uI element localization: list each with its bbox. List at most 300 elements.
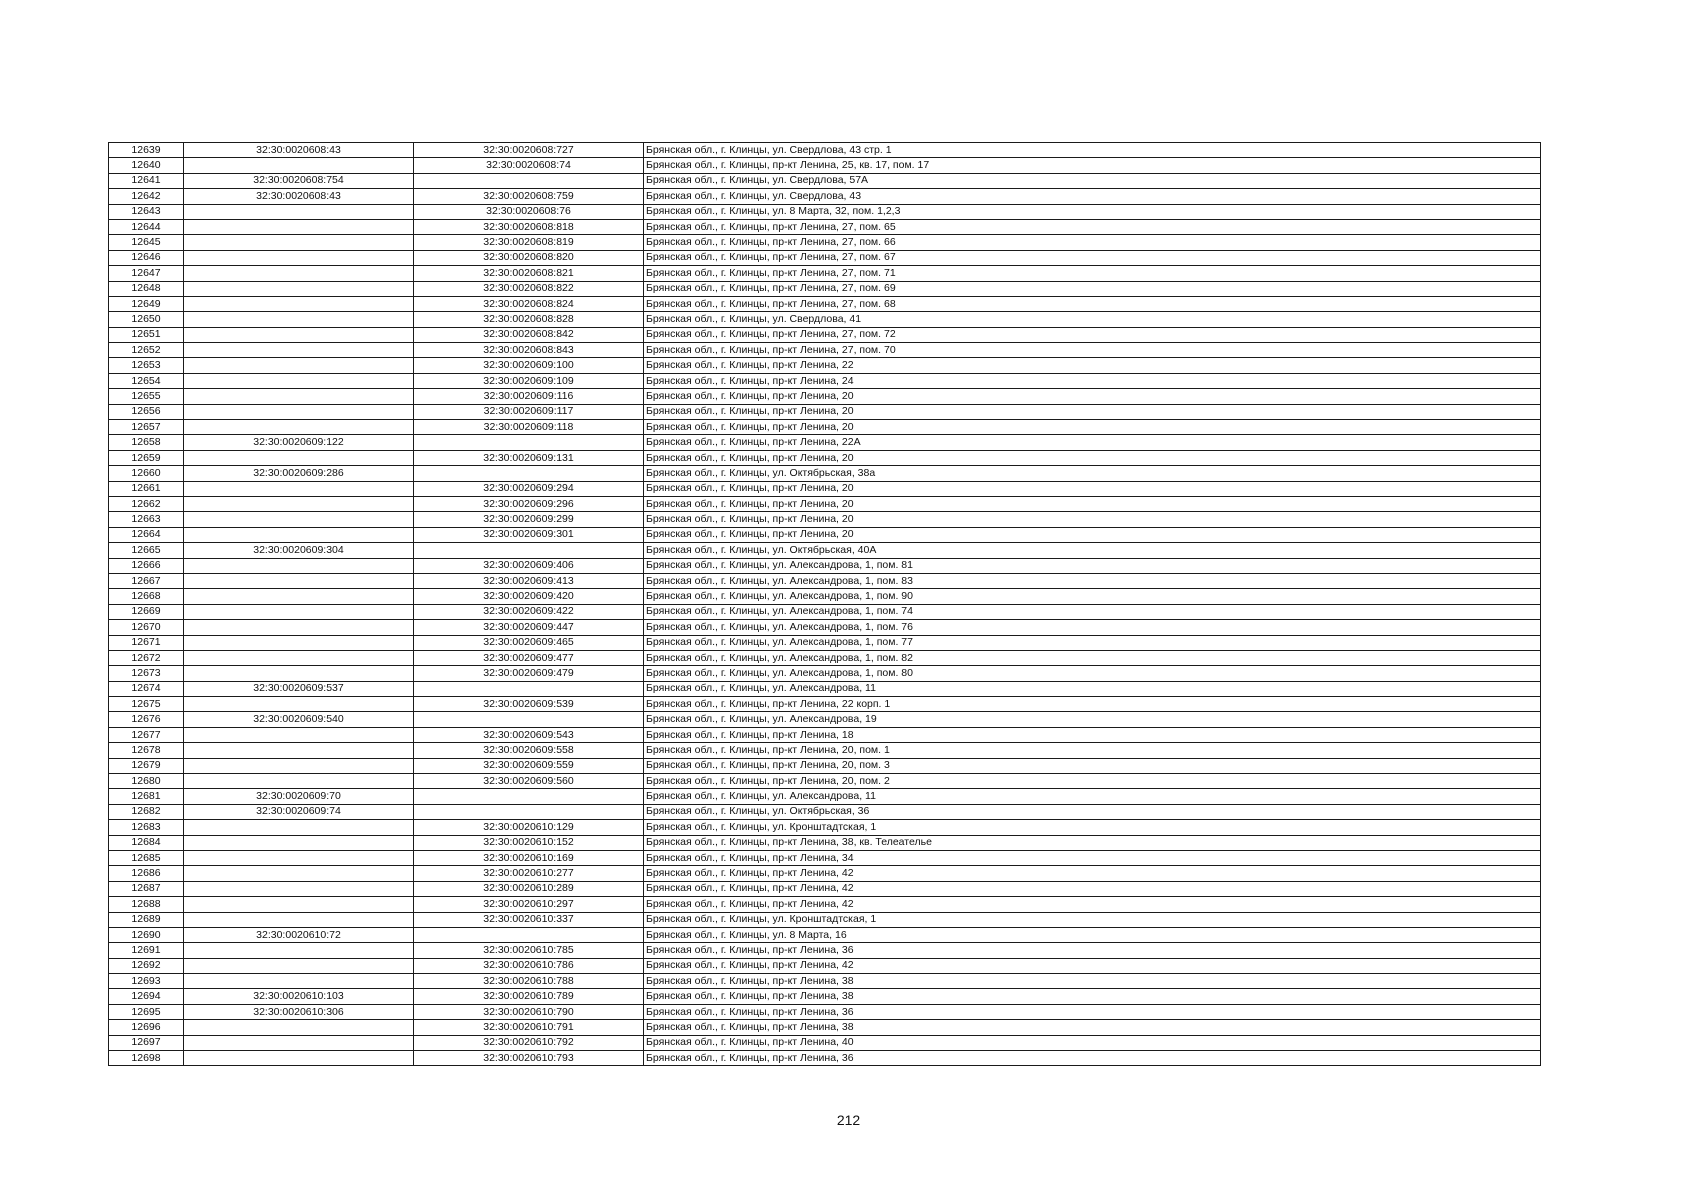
address-cell: Брянская обл., г. Клинцы, ул. Александрова, 1, пом. 82 bbox=[644, 650, 1541, 665]
table-row bbox=[109, 420, 1541, 435]
object-cadastral-cell bbox=[414, 789, 644, 804]
row-number-cell: 12657 bbox=[109, 420, 184, 435]
address-cell: Брянская обл., г. Клинцы, пр-кт Ленина, 27, пом. 70 bbox=[644, 343, 1541, 358]
address-cell: Брянская обл., г. Клинцы, пр-кт Ленина, 27, пом. 65 bbox=[644, 219, 1541, 234]
parcel-cadastral-cell bbox=[184, 912, 414, 927]
address-cell: Брянская обл., г. Клинцы, ул. 8 Марта, 16 bbox=[644, 927, 1541, 942]
object-cadastral-cell: 32:30:0020609:118 bbox=[414, 420, 644, 435]
row-number-cell: 12640 bbox=[109, 158, 184, 173]
object-cadastral-cell: 32:30:0020610:297 bbox=[414, 897, 644, 912]
object-cadastral-cell: 32:30:0020610:129 bbox=[414, 820, 644, 835]
parcel-cadastral-cell: 32:30:0020608:754 bbox=[184, 173, 414, 188]
parcel-cadastral-cell: 32:30:0020609:537 bbox=[184, 681, 414, 696]
table-row bbox=[109, 543, 1541, 558]
parcel-cadastral-cell bbox=[184, 589, 414, 604]
parcel-cadastral-cell bbox=[184, 897, 414, 912]
row-number-cell: 12659 bbox=[109, 450, 184, 465]
row-number-cell: 12661 bbox=[109, 481, 184, 496]
parcel-cadastral-cell bbox=[184, 527, 414, 542]
object-cadastral-cell: 32:30:0020608:76 bbox=[414, 204, 644, 219]
row-number-cell: 12654 bbox=[109, 373, 184, 388]
parcel-cadastral-cell bbox=[184, 1051, 414, 1066]
address-cell: Брянская обл., г. Клинцы, ул. Октябрьская, 40А bbox=[644, 543, 1541, 558]
address-cell: Брянская обл., г. Клинцы, пр-кт Ленина, 36 bbox=[644, 943, 1541, 958]
object-cadastral-cell bbox=[414, 681, 644, 696]
table-row bbox=[109, 558, 1541, 573]
object-cadastral-cell: 32:30:0020609:100 bbox=[414, 358, 644, 373]
address-cell: Брянская обл., г. Клинцы, ул. Александрова, 1, пом. 81 bbox=[644, 558, 1541, 573]
parcel-cadastral-cell bbox=[184, 573, 414, 588]
address-cell: Брянская обл., г. Клинцы, ул. Кронштадтская, 1 bbox=[644, 912, 1541, 927]
address-cell: Брянская обл., г. Клинцы, пр-кт Ленина, 36 bbox=[644, 1051, 1541, 1066]
table-row bbox=[109, 158, 1541, 173]
parcel-cadastral-cell bbox=[184, 450, 414, 465]
address-cell: Брянская обл., г. Клинцы, ул. Свердлова, 57А bbox=[644, 173, 1541, 188]
table-row bbox=[109, 327, 1541, 342]
address-cell: Брянская обл., г. Клинцы, пр-кт Ленина, 42 bbox=[644, 881, 1541, 896]
table-row bbox=[109, 650, 1541, 665]
parcel-cadastral-cell bbox=[184, 881, 414, 896]
object-cadastral-cell: 32:30:0020610:169 bbox=[414, 850, 644, 865]
table-row bbox=[109, 296, 1541, 311]
address-cell: Брянская обл., г. Клинцы, пр-кт Ленина, 38, кв. Телеателье bbox=[644, 835, 1541, 850]
table-row bbox=[109, 173, 1541, 188]
object-cadastral-cell: 32:30:0020608:842 bbox=[414, 327, 644, 342]
address-cell: Брянская обл., г. Клинцы, пр-кт Ленина, 34 bbox=[644, 850, 1541, 865]
row-number-cell: 12690 bbox=[109, 927, 184, 942]
row-number-cell: 12687 bbox=[109, 881, 184, 896]
object-cadastral-cell: 32:30:0020608:818 bbox=[414, 219, 644, 234]
object-cadastral-cell: 32:30:0020609:131 bbox=[414, 450, 644, 465]
object-cadastral-cell: 32:30:0020609:301 bbox=[414, 527, 644, 542]
address-cell: Брянская обл., г. Клинцы, пр-кт Ленина, 27, пом. 72 bbox=[644, 327, 1541, 342]
table-row bbox=[109, 1035, 1541, 1050]
row-number-cell: 12643 bbox=[109, 204, 184, 219]
address-cell: Брянская обл., г. Клинцы, пр-кт Ленина, 38 bbox=[644, 989, 1541, 1004]
parcel-cadastral-cell: 32:30:0020610:306 bbox=[184, 1004, 414, 1019]
row-number-cell: 12691 bbox=[109, 943, 184, 958]
address-cell: Брянская обл., г. Клинцы, пр-кт Ленина, 27, пом. 66 bbox=[644, 235, 1541, 250]
row-number-cell: 12666 bbox=[109, 558, 184, 573]
address-cell: Брянская обл., г. Клинцы, ул. Октябрьская, 36 bbox=[644, 804, 1541, 819]
row-number-cell: 12682 bbox=[109, 804, 184, 819]
address-cell: Брянская обл., г. Клинцы, пр-кт Ленина, 20 bbox=[644, 496, 1541, 511]
row-number-cell: 12665 bbox=[109, 543, 184, 558]
parcel-cadastral-cell bbox=[184, 650, 414, 665]
row-number-cell: 12693 bbox=[109, 974, 184, 989]
parcel-cadastral-cell bbox=[184, 558, 414, 573]
table-row bbox=[109, 589, 1541, 604]
object-cadastral-cell: 32:30:0020609:422 bbox=[414, 604, 644, 619]
row-number-cell: 12672 bbox=[109, 650, 184, 665]
table-row bbox=[109, 620, 1541, 635]
table-row bbox=[109, 312, 1541, 327]
row-number-cell: 12686 bbox=[109, 866, 184, 881]
table-row bbox=[109, 912, 1541, 927]
parcel-cadastral-cell bbox=[184, 281, 414, 296]
object-cadastral-cell: 32:30:0020609:109 bbox=[414, 373, 644, 388]
parcel-cadastral-cell bbox=[184, 604, 414, 619]
address-cell: Брянская обл., г. Клинцы, ул. Александрова, 11 bbox=[644, 789, 1541, 804]
address-cell: Брянская обл., г. Клинцы, ул. Александрова, 19 bbox=[644, 712, 1541, 727]
parcel-cadastral-cell bbox=[184, 496, 414, 511]
object-cadastral-cell: 32:30:0020609:560 bbox=[414, 774, 644, 789]
parcel-cadastral-cell bbox=[184, 666, 414, 681]
parcel-cadastral-cell: 32:30:0020610:72 bbox=[184, 927, 414, 942]
address-cell: Брянская обл., г. Клинцы, ул. Свердлова, 41 bbox=[644, 312, 1541, 327]
parcel-cadastral-cell bbox=[184, 620, 414, 635]
row-number-cell: 12697 bbox=[109, 1035, 184, 1050]
row-number-cell: 12685 bbox=[109, 850, 184, 865]
object-cadastral-cell: 32:30:0020610:786 bbox=[414, 958, 644, 973]
parcel-cadastral-cell bbox=[184, 958, 414, 973]
row-number-cell: 12677 bbox=[109, 727, 184, 742]
parcel-cadastral-cell: 32:30:0020609:74 bbox=[184, 804, 414, 819]
row-number-cell: 12663 bbox=[109, 512, 184, 527]
parcel-cadastral-cell: 32:30:0020609:122 bbox=[184, 435, 414, 450]
row-number-cell: 12671 bbox=[109, 635, 184, 650]
parcel-cadastral-cell bbox=[184, 1020, 414, 1035]
object-cadastral-cell: 32:30:0020609:420 bbox=[414, 589, 644, 604]
row-number-cell: 12684 bbox=[109, 835, 184, 850]
parcel-cadastral-cell bbox=[184, 850, 414, 865]
address-cell: Брянская обл., г. Клинцы, пр-кт Ленина, 38 bbox=[644, 1020, 1541, 1035]
row-number-cell: 12675 bbox=[109, 697, 184, 712]
row-number-cell: 12653 bbox=[109, 358, 184, 373]
parcel-cadastral-cell bbox=[184, 974, 414, 989]
address-cell: Брянская обл., г. Клинцы, пр-кт Ленина, 22 корп. 1 bbox=[644, 697, 1541, 712]
object-cadastral-cell: 32:30:0020608:822 bbox=[414, 281, 644, 296]
parcel-cadastral-cell: 32:30:0020608:43 bbox=[184, 189, 414, 204]
row-number-cell: 12679 bbox=[109, 758, 184, 773]
parcel-cadastral-cell bbox=[184, 266, 414, 281]
table-row bbox=[109, 1051, 1541, 1066]
object-cadastral-cell bbox=[414, 712, 644, 727]
row-number-cell: 12676 bbox=[109, 712, 184, 727]
parcel-cadastral-cell bbox=[184, 420, 414, 435]
object-cadastral-cell bbox=[414, 173, 644, 188]
object-cadastral-cell: 32:30:0020609:558 bbox=[414, 743, 644, 758]
object-cadastral-cell: 32:30:0020610:152 bbox=[414, 835, 644, 850]
row-number-cell: 12645 bbox=[109, 235, 184, 250]
row-number-cell: 12669 bbox=[109, 604, 184, 619]
address-cell: Брянская обл., г. Клинцы, пр-кт Ленина, 18 bbox=[644, 727, 1541, 742]
address-cell: Брянская обл., г. Клинцы, ул. Александрова, 1, пом. 74 bbox=[644, 604, 1541, 619]
parcel-cadastral-cell bbox=[184, 943, 414, 958]
object-cadastral-cell: 32:30:0020608:819 bbox=[414, 235, 644, 250]
object-cadastral-cell bbox=[414, 543, 644, 558]
parcel-cadastral-cell bbox=[184, 204, 414, 219]
parcel-cadastral-cell: 32:30:0020609:304 bbox=[184, 543, 414, 558]
table-row bbox=[109, 358, 1541, 373]
row-number-cell: 12648 bbox=[109, 281, 184, 296]
parcel-cadastral-cell bbox=[184, 389, 414, 404]
address-cell: Брянская обл., г. Клинцы, пр-кт Ленина, 20 bbox=[644, 481, 1541, 496]
row-number-cell: 12662 bbox=[109, 496, 184, 511]
parcel-cadastral-cell bbox=[184, 312, 414, 327]
address-cell: Брянская обл., г. Клинцы, пр-кт Ленина, 42 bbox=[644, 866, 1541, 881]
address-cell: Брянская обл., г. Клинцы, пр-кт Ленина, 36 bbox=[644, 1004, 1541, 1019]
table-row bbox=[109, 820, 1541, 835]
table-row bbox=[109, 481, 1541, 496]
object-cadastral-cell: 32:30:0020609:296 bbox=[414, 496, 644, 511]
parcel-cadastral-cell bbox=[184, 235, 414, 250]
table-row bbox=[109, 281, 1541, 296]
row-number-cell: 12698 bbox=[109, 1051, 184, 1066]
parcel-cadastral-cell bbox=[184, 358, 414, 373]
address-cell: Брянская обл., г. Клинцы, пр-кт Ленина, 22А bbox=[644, 435, 1541, 450]
table-row bbox=[109, 343, 1541, 358]
parcel-cadastral-cell: 32:30:0020610:103 bbox=[184, 989, 414, 1004]
object-cadastral-cell bbox=[414, 804, 644, 819]
parcel-cadastral-cell bbox=[184, 296, 414, 311]
address-cell: Брянская обл., г. Клинцы, пр-кт Ленина, 25, кв. 17, пом. 17 bbox=[644, 158, 1541, 173]
address-cell: Брянская обл., г. Клинцы, пр-кт Ленина, 27, пом. 71 bbox=[644, 266, 1541, 281]
address-cell: Брянская обл., г. Клинцы, пр-кт Ленина, 22 bbox=[644, 358, 1541, 373]
address-cell: Брянская обл., г. Клинцы, пр-кт Ленина, 20, пом. 2 bbox=[644, 774, 1541, 789]
parcel-cadastral-cell: 32:30:0020609:540 bbox=[184, 712, 414, 727]
parcel-cadastral-cell bbox=[184, 635, 414, 650]
row-number-cell: 12673 bbox=[109, 666, 184, 681]
address-cell: Брянская обл., г. Клинцы, пр-кт Ленина, 20 bbox=[644, 404, 1541, 419]
object-cadastral-cell: 32:30:0020609:479 bbox=[414, 666, 644, 681]
table-row bbox=[109, 435, 1541, 450]
parcel-cadastral-cell bbox=[184, 158, 414, 173]
table-row bbox=[109, 512, 1541, 527]
table-row bbox=[109, 266, 1541, 281]
address-cell: Брянская обл., г. Клинцы, ул. Свердлова, 43 стр. 1 bbox=[644, 143, 1541, 158]
address-cell: Брянская обл., г. Клинцы, пр-кт Ленина, 20 bbox=[644, 389, 1541, 404]
parcel-cadastral-cell bbox=[184, 512, 414, 527]
object-cadastral-cell: 32:30:0020609:477 bbox=[414, 650, 644, 665]
address-cell: Брянская обл., г. Клинцы, ул. Александрова, 1, пом. 90 bbox=[644, 589, 1541, 604]
parcel-cadastral-cell bbox=[184, 404, 414, 419]
table-row bbox=[109, 758, 1541, 773]
row-number-cell: 12658 bbox=[109, 435, 184, 450]
parcel-cadastral-cell bbox=[184, 758, 414, 773]
table-row bbox=[109, 974, 1541, 989]
address-cell: Брянская обл., г. Клинцы, пр-кт Ленина, 20 bbox=[644, 450, 1541, 465]
row-number-cell: 12644 bbox=[109, 219, 184, 234]
object-cadastral-cell: 32:30:0020609:413 bbox=[414, 573, 644, 588]
table-row bbox=[109, 450, 1541, 465]
row-number-cell: 12683 bbox=[109, 820, 184, 835]
row-number-cell: 12649 bbox=[109, 296, 184, 311]
parcel-cadastral-cell bbox=[184, 820, 414, 835]
row-number-cell: 12680 bbox=[109, 774, 184, 789]
parcel-cadastral-cell bbox=[184, 250, 414, 265]
address-cell: Брянская обл., г. Клинцы, ул. Кронштадтская, 1 bbox=[644, 820, 1541, 835]
object-cadastral-cell bbox=[414, 466, 644, 481]
table-row bbox=[109, 219, 1541, 234]
table-row bbox=[109, 866, 1541, 881]
row-number-cell: 12655 bbox=[109, 389, 184, 404]
address-cell: Брянская обл., г. Клинцы, пр-кт Ленина, 24 bbox=[644, 373, 1541, 388]
table-row bbox=[109, 204, 1541, 219]
row-number-cell: 12650 bbox=[109, 312, 184, 327]
parcel-cadastral-cell bbox=[184, 727, 414, 742]
row-number-cell: 12651 bbox=[109, 327, 184, 342]
table-row bbox=[109, 727, 1541, 742]
object-cadastral-cell: 32:30:0020610:277 bbox=[414, 866, 644, 881]
address-cell: Брянская обл., г. Клинцы, ул. Александрова, 1, пом. 76 bbox=[644, 620, 1541, 635]
object-cadastral-cell: 32:30:0020608:824 bbox=[414, 296, 644, 311]
object-cadastral-cell: 32:30:0020609:294 bbox=[414, 481, 644, 496]
parcel-cadastral-cell bbox=[184, 697, 414, 712]
table-row bbox=[109, 143, 1541, 158]
table-row bbox=[109, 666, 1541, 681]
address-cell: Брянская обл., г. Клинцы, пр-кт Ленина, 27, пом. 67 bbox=[644, 250, 1541, 265]
address-cell: Брянская обл., г. Клинцы, ул. 8 Марта, 32, пом. 1,2,3 bbox=[644, 204, 1541, 219]
address-cell: Брянская обл., г. Клинцы, ул. Свердлова, 43 bbox=[644, 189, 1541, 204]
row-number-cell: 12689 bbox=[109, 912, 184, 927]
table-row bbox=[109, 835, 1541, 850]
object-cadastral-cell: 32:30:0020609:406 bbox=[414, 558, 644, 573]
row-number-cell: 12692 bbox=[109, 958, 184, 973]
row-number-cell: 12670 bbox=[109, 620, 184, 635]
table-row bbox=[109, 958, 1541, 973]
row-number-cell: 12696 bbox=[109, 1020, 184, 1035]
table-row bbox=[109, 989, 1541, 1004]
object-cadastral-cell: 32:30:0020608:727 bbox=[414, 143, 644, 158]
object-cadastral-cell bbox=[414, 435, 644, 450]
table-row bbox=[109, 189, 1541, 204]
table-row bbox=[109, 1004, 1541, 1019]
object-cadastral-cell: 32:30:0020610:793 bbox=[414, 1051, 644, 1066]
table-row bbox=[109, 635, 1541, 650]
row-number-cell: 12667 bbox=[109, 573, 184, 588]
parcel-cadastral-cell: 32:30:0020608:43 bbox=[184, 143, 414, 158]
table-row bbox=[109, 389, 1541, 404]
parcel-cadastral-cell bbox=[184, 835, 414, 850]
object-cadastral-cell: 32:30:0020609:559 bbox=[414, 758, 644, 773]
row-number-cell: 12678 bbox=[109, 743, 184, 758]
table-row bbox=[109, 681, 1541, 696]
table-row bbox=[109, 404, 1541, 419]
object-cadastral-cell: 32:30:0020610:791 bbox=[414, 1020, 644, 1035]
row-number-cell: 12694 bbox=[109, 989, 184, 1004]
parcel-cadastral-cell bbox=[184, 373, 414, 388]
table-row bbox=[109, 743, 1541, 758]
parcel-cadastral-cell: 32:30:0020609:70 bbox=[184, 789, 414, 804]
table-row bbox=[109, 235, 1541, 250]
table-row bbox=[109, 897, 1541, 912]
table-row bbox=[109, 466, 1541, 481]
object-cadastral-cell: 32:30:0020609:539 bbox=[414, 697, 644, 712]
row-number-cell: 12642 bbox=[109, 189, 184, 204]
table-row bbox=[109, 604, 1541, 619]
object-cadastral-cell: 32:30:0020610:792 bbox=[414, 1035, 644, 1050]
parcel-cadastral-cell bbox=[184, 481, 414, 496]
object-cadastral-cell: 32:30:0020610:289 bbox=[414, 881, 644, 896]
table-row bbox=[109, 927, 1541, 942]
object-cadastral-cell: 32:30:0020610:337 bbox=[414, 912, 644, 927]
object-cadastral-cell: 32:30:0020609:116 bbox=[414, 389, 644, 404]
object-cadastral-cell: 32:30:0020608:74 bbox=[414, 158, 644, 173]
row-number-cell: 12639 bbox=[109, 143, 184, 158]
address-cell: Брянская обл., г. Клинцы, ул. Александрова, 11 bbox=[644, 681, 1541, 696]
row-number-cell: 12674 bbox=[109, 681, 184, 696]
address-cell: Брянская обл., г. Клинцы, пр-кт Ленина, 27, пом. 69 bbox=[644, 281, 1541, 296]
parcel-cadastral-cell bbox=[184, 743, 414, 758]
object-cadastral-cell: 32:30:0020609:447 bbox=[414, 620, 644, 635]
object-cadastral-cell: 32:30:0020609:465 bbox=[414, 635, 644, 650]
parcel-cadastral-cell bbox=[184, 1035, 414, 1050]
table-row bbox=[109, 850, 1541, 865]
address-cell: Брянская обл., г. Клинцы, пр-кт Ленина, 20, пом. 3 bbox=[644, 758, 1541, 773]
row-number-cell: 12660 bbox=[109, 466, 184, 481]
table-row bbox=[109, 373, 1541, 388]
address-cell: Брянская обл., г. Клинцы, пр-кт Ленина, 38 bbox=[644, 974, 1541, 989]
object-cadastral-cell: 32:30:0020608:759 bbox=[414, 189, 644, 204]
row-number-cell: 12688 bbox=[109, 897, 184, 912]
object-cadastral-cell: 32:30:0020610:789 bbox=[414, 989, 644, 1004]
address-cell: Брянская обл., г. Клинцы, пр-кт Ленина, 40 bbox=[644, 1035, 1541, 1050]
table-row bbox=[109, 496, 1541, 511]
parcel-cadastral-cell bbox=[184, 343, 414, 358]
page-number: 212 bbox=[836, 1112, 861, 1128]
address-cell: Брянская обл., г. Клинцы, пр-кт Ленина, 20 bbox=[644, 512, 1541, 527]
parcel-cadastral-cell bbox=[184, 866, 414, 881]
parcel-cadastral-cell bbox=[184, 327, 414, 342]
object-cadastral-cell: 32:30:0020609:543 bbox=[414, 727, 644, 742]
object-cadastral-cell: 32:30:0020610:785 bbox=[414, 943, 644, 958]
row-number-cell: 12641 bbox=[109, 173, 184, 188]
object-cadastral-cell: 32:30:0020608:821 bbox=[414, 266, 644, 281]
row-number-cell: 12695 bbox=[109, 1004, 184, 1019]
address-cell: Брянская обл., г. Клинцы, пр-кт Ленина, 42 bbox=[644, 897, 1541, 912]
property-registry-table bbox=[108, 142, 1541, 1066]
row-number-cell: 12652 bbox=[109, 343, 184, 358]
row-number-cell: 12646 bbox=[109, 250, 184, 265]
parcel-cadastral-cell bbox=[184, 774, 414, 789]
object-cadastral-cell: 32:30:0020610:790 bbox=[414, 1004, 644, 1019]
address-cell: Брянская обл., г. Клинцы, пр-кт Ленина, 42 bbox=[644, 958, 1541, 973]
table-row bbox=[109, 250, 1541, 265]
object-cadastral-cell: 32:30:0020609:299 bbox=[414, 512, 644, 527]
address-cell: Брянская обл., г. Клинцы, ул. Александрова, 1, пом. 83 bbox=[644, 573, 1541, 588]
address-cell: Брянская обл., г. Клинцы, пр-кт Ленина, 20 bbox=[644, 527, 1541, 542]
row-number-cell: 12681 bbox=[109, 789, 184, 804]
table-row bbox=[109, 943, 1541, 958]
table-row bbox=[109, 527, 1541, 542]
address-cell: Брянская обл., г. Клинцы, ул. Александрова, 1, пом. 80 bbox=[644, 666, 1541, 681]
address-cell: Брянская обл., г. Клинцы, пр-кт Ленина, 20, пом. 1 bbox=[644, 743, 1541, 758]
object-cadastral-cell: 32:30:0020610:788 bbox=[414, 974, 644, 989]
table-row bbox=[109, 881, 1541, 896]
object-cadastral-cell: 32:30:0020608:843 bbox=[414, 343, 644, 358]
address-cell: Брянская обл., г. Клинцы, ул. Октябрьская, 38а bbox=[644, 466, 1541, 481]
row-number-cell: 12656 bbox=[109, 404, 184, 419]
table-row bbox=[109, 804, 1541, 819]
registry-table-body bbox=[109, 143, 1541, 1066]
table-row bbox=[109, 697, 1541, 712]
table-row bbox=[109, 789, 1541, 804]
address-cell: Брянская обл., г. Клинцы, ул. Александрова, 1, пом. 77 bbox=[644, 635, 1541, 650]
table-row bbox=[109, 774, 1541, 789]
row-number-cell: 12668 bbox=[109, 589, 184, 604]
row-number-cell: 12647 bbox=[109, 266, 184, 281]
address-cell: Брянская обл., г. Клинцы, пр-кт Ленина, 20 bbox=[644, 420, 1541, 435]
object-cadastral-cell: 32:30:0020609:117 bbox=[414, 404, 644, 419]
parcel-cadastral-cell bbox=[184, 219, 414, 234]
table-row bbox=[109, 1020, 1541, 1035]
table-row bbox=[109, 712, 1541, 727]
table-row bbox=[109, 573, 1541, 588]
object-cadastral-cell: 32:30:0020608:828 bbox=[414, 312, 644, 327]
object-cadastral-cell: 32:30:0020608:820 bbox=[414, 250, 644, 265]
object-cadastral-cell bbox=[414, 927, 644, 942]
